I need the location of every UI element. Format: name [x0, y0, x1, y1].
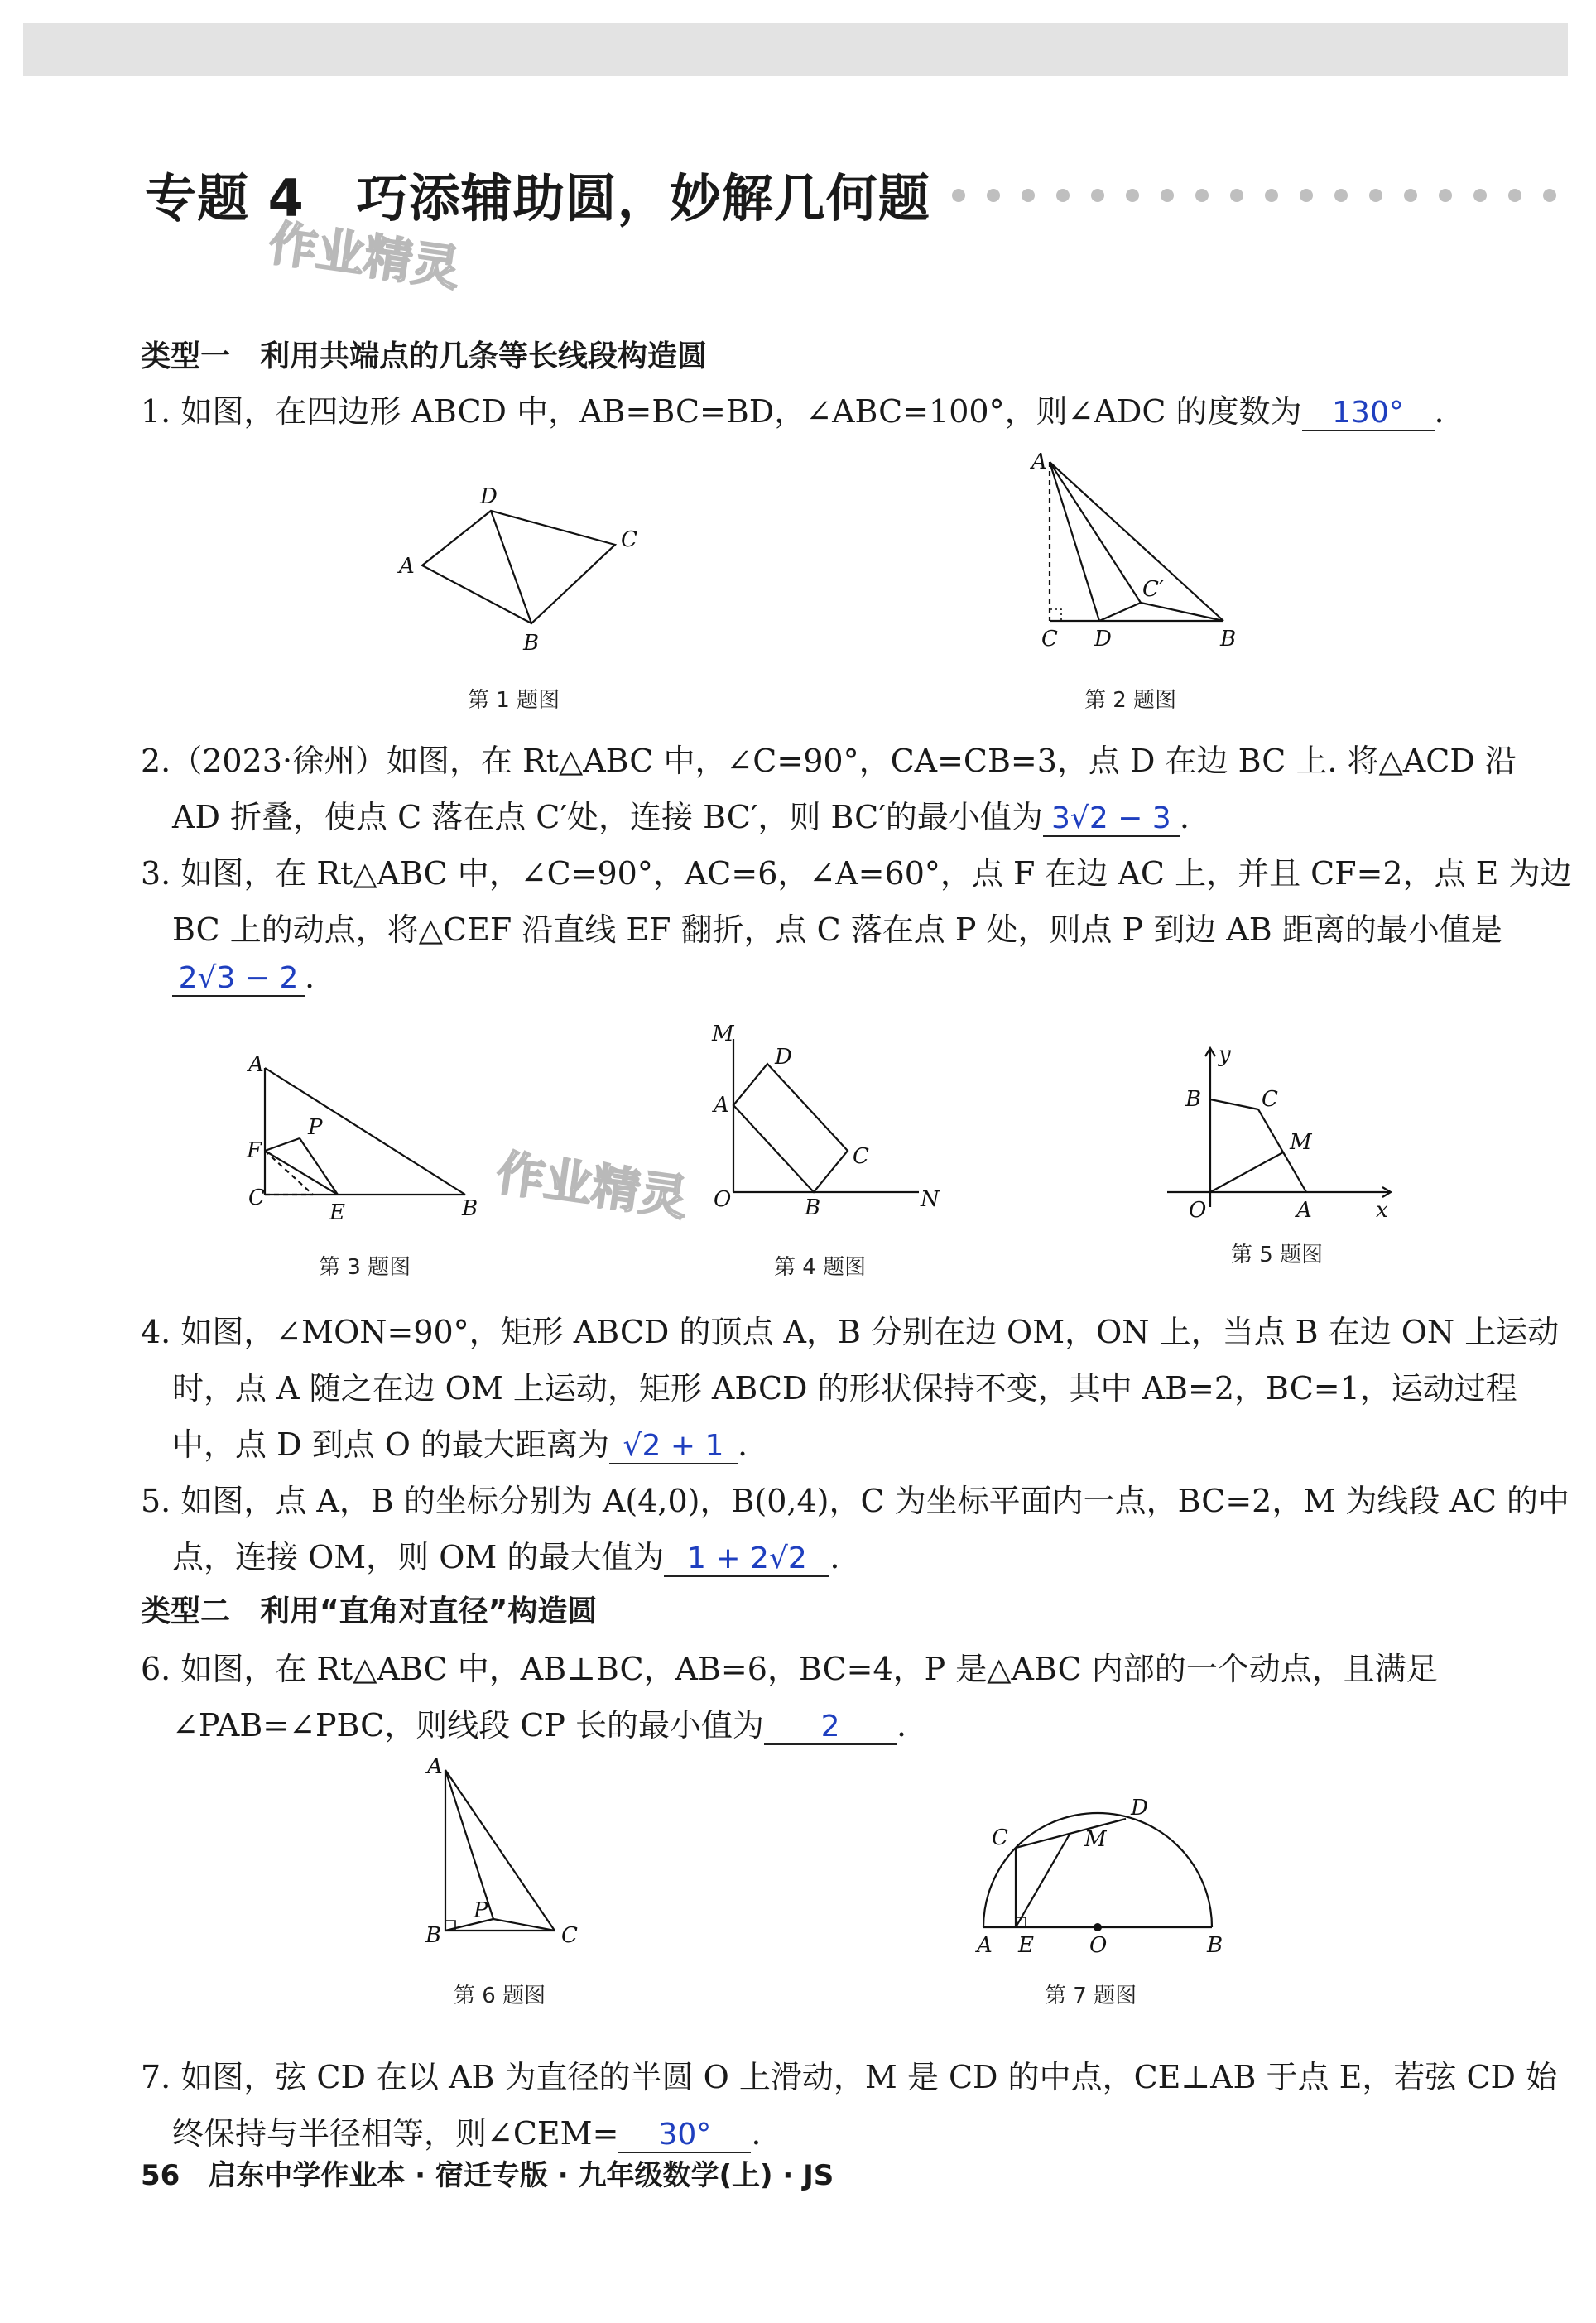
problem-7-line-1: 7. 如图，弦 CD 在以 AB 为直径的半圆 O 上滑动，M 是 CD 的中点，CE⊥AB 于点 E，若弦 CD 始 [141, 2059, 1558, 2095]
fig5-label-y: y [1219, 1042, 1231, 1067]
fig5-label-c: C [1262, 1087, 1278, 1112]
page-title: 专题 4 巧添辅助圆，妙解几何题 [145, 168, 930, 228]
fig1-segment-bd [491, 511, 531, 623]
fig7-label-e: E [1018, 1933, 1034, 1958]
problem-6-end: . [897, 1707, 907, 1743]
problem-2-line-2 [172, 791, 1190, 837]
fig3-label-a: A [248, 1052, 264, 1077]
problem-2-text: AD 折叠，使点 C 落在点 C′处，连接 BC′，则 BC′的最小值为 [172, 799, 1043, 835]
figure-7-caption: 第 7 题图 [1045, 1984, 1137, 2008]
fig7-label-c: C [992, 1825, 1008, 1850]
problem-3-end: . [305, 959, 315, 995]
problem-7-text: 终保持与半径相等，则∠CEM= [172, 2115, 619, 2152]
fig2-label-b: B [1220, 627, 1237, 652]
fig5-segment-om [1210, 1152, 1283, 1192]
fig7-label-o: O [1089, 1933, 1108, 1958]
fig6-label-a: A [427, 1754, 443, 1779]
problem-5-text: 点，连接 OM，则 OM 的最大值为 [172, 1539, 665, 1575]
fig4-rectangle-abcd [733, 1064, 848, 1192]
fig2-label-a: A [1031, 450, 1047, 474]
problem-3-answer: 2√3 − 2 [172, 962, 305, 997]
top-band [23, 23, 1568, 76]
problem-6-answer: 2 [764, 1710, 897, 1745]
fig5-label-a: A [1296, 1198, 1312, 1223]
fig1-quadrilateral [422, 511, 615, 623]
problem-3-line-1: 3. 如图，在 Rt△ABC 中，∠C=90°，AC=6，∠A=60°，点 F 在边 AC 上，并且 CF=2，点 E 为边 [141, 855, 1572, 892]
figure-4 [704, 1022, 944, 1221]
fig6-label-b: B [425, 1923, 442, 1948]
fig1-label-a: A [399, 554, 415, 579]
problem-2-answer: 3√2 − 3 [1043, 802, 1180, 837]
fig7-label-d: D [1131, 1796, 1148, 1820]
fig7-center-dot [1094, 1923, 1102, 1931]
section-heading-2: 类型二 利用“直角对直径”构造圆 [141, 1594, 598, 1628]
problem-4-text: 中，点 D 到点 O 的最大距离为 [172, 1426, 609, 1463]
fig4-label-a: A [714, 1093, 729, 1118]
problem-1-answer: 130° [1302, 397, 1435, 431]
fig4-label-c: C [853, 1144, 869, 1169]
problem-4-line-1: 4. 如图，∠MON=90°，矩形 ABCD 的顶点 A，B 分别在边 OM，ON 上，当点 B 在边 ON 上运动 [141, 1314, 1560, 1350]
figure-6 [414, 1755, 613, 1962]
fig7-label-a: A [977, 1933, 993, 1958]
fig2-label-c: C [1041, 627, 1058, 652]
fig6-label-c: C [561, 1923, 578, 1948]
problem-1 [141, 386, 1445, 431]
figure-5-caption: 第 5 题图 [1231, 1243, 1324, 1267]
fig3-segment-ab [265, 1068, 465, 1195]
problem-1-end: . [1434, 393, 1445, 430]
fig1-label-d: D [480, 484, 498, 509]
problem-5-line-1: 5. 如图，点 A，B 的坐标分别为 A(4,0)，B(0,4)，C 为坐标平面内一点，BC=2，M 为线段 AC 的中 [141, 1483, 1570, 1519]
problem-4-answer: √2 + 1 [609, 1430, 738, 1464]
problem-4-end: . [737, 1426, 748, 1463]
fig3-label-c: C [248, 1186, 265, 1210]
page-footer: 56 启东中学作业本 · 宿迁专版 · 九年级数学(上) · JS [141, 2159, 834, 2192]
fig6-segment-ac [445, 1770, 555, 1931]
fig2-right-angle-mark [1050, 609, 1061, 621]
problem-6-line-2 [172, 1700, 906, 1745]
fig3-segment-fe [265, 1151, 338, 1195]
fig6-label-p: P [474, 1898, 488, 1923]
fig3-label-e: E [329, 1200, 345, 1225]
fig7-segment-em [1016, 1833, 1070, 1927]
fig2-segment-dc-prime [1099, 603, 1141, 621]
problem-5-end: . [829, 1539, 840, 1575]
fig6-segment-cp [493, 1919, 555, 1931]
problem-2-line-1: 2.（2023·徐州）如图，在 Rt△ABC 中，∠C=90°，CA=CB=3，点 D 在边 BC 上. 将△ACD 沿 [141, 743, 1517, 779]
figure-2 [1018, 447, 1267, 662]
fig5-label-o: O [1189, 1198, 1207, 1223]
fig1-label-c: C [621, 527, 637, 552]
fig3-label-b: B [462, 1196, 478, 1221]
problem-2-end: . [1179, 799, 1190, 835]
title-dots-decoration [952, 189, 1578, 205]
fig5-label-b: B [1185, 1087, 1202, 1112]
fig7-label-m: M [1084, 1827, 1107, 1852]
fig4-label-d: D [775, 1045, 792, 1070]
problem-5-answer: 1 + 2√2 [664, 1542, 829, 1577]
fig4-label-b: B [805, 1195, 821, 1220]
fig3-segment-fp [265, 1138, 300, 1151]
figure-7 [960, 1780, 1233, 1962]
fig5-segment-bc [1210, 1099, 1258, 1109]
fig4-label-n: N [921, 1187, 940, 1212]
problem-1-text: 1. 如图，在四边形 ABCD 中，AB=BC=BD，∠ABC=100°，则∠ADC 的度数为 [141, 393, 1302, 430]
fig3-label-f: F [247, 1138, 262, 1163]
problem-4-line-2: 时，点 A 随之在边 OM 上运动，矩形 ABCD 的形状保持不变，其中 AB=2，BC=1，运动过程 [172, 1370, 1517, 1407]
fig1-label-b: B [523, 631, 540, 656]
problem-7-answer: 30° [618, 2119, 751, 2153]
section-heading-1: 类型一 利用共端点的几条等长线段构造圆 [141, 339, 708, 373]
fig2-segment-bc-prime [1141, 603, 1223, 621]
problem-3-line-2: BC 上的动点，将△CEF 沿直线 EF 翻折，点 C 落在点 P 处，则点 P 到边 AB 距离的最小值是 [172, 911, 1502, 948]
problem-3-line-3 [172, 959, 315, 997]
problem-6-text: ∠PAB=∠PBC，则线段 CP 长的最小值为 [172, 1707, 765, 1743]
fig5-label-m: M [1290, 1130, 1312, 1155]
fig7-label-b: B [1207, 1933, 1223, 1958]
fig6-segment-ap [445, 1770, 493, 1919]
watermark-top: 作业精灵 [265, 214, 464, 297]
figure-4-caption: 第 4 题图 [774, 1255, 867, 1280]
figure-5 [1159, 1041, 1407, 1224]
problem-7-end: . [751, 2115, 762, 2152]
figure-6-caption: 第 6 题图 [454, 1984, 546, 2008]
fig2-label-d: D [1094, 627, 1112, 652]
fig4-label-m: M [712, 1022, 734, 1046]
figure-3-caption: 第 3 题图 [319, 1255, 411, 1280]
fig4-label-o: O [714, 1187, 732, 1212]
figure-1 [389, 480, 654, 662]
fig3-segment-pe [300, 1138, 338, 1195]
watermark-middle: 作业精灵 [493, 1144, 691, 1227]
figure-3 [240, 1051, 505, 1234]
problem-4-line-3 [172, 1419, 748, 1464]
problem-5-line-2 [172, 1532, 839, 1577]
fig3-segment-fe-dashed [265, 1151, 313, 1195]
fig5-label-x: x [1376, 1198, 1388, 1223]
problem-6-line-1: 6. 如图，在 Rt△ABC 中，AB⊥BC，AB=6，BC=4，P 是△ABC 内部的一个动点，且满足 [141, 1651, 1438, 1687]
figure-1-caption: 第 1 题图 [468, 688, 560, 713]
problem-7-line-2 [172, 2108, 762, 2153]
figure-2-caption: 第 2 题图 [1084, 688, 1177, 713]
fig3-label-p: P [308, 1115, 323, 1140]
fig2-label-c-prime: C′ [1142, 577, 1164, 602]
